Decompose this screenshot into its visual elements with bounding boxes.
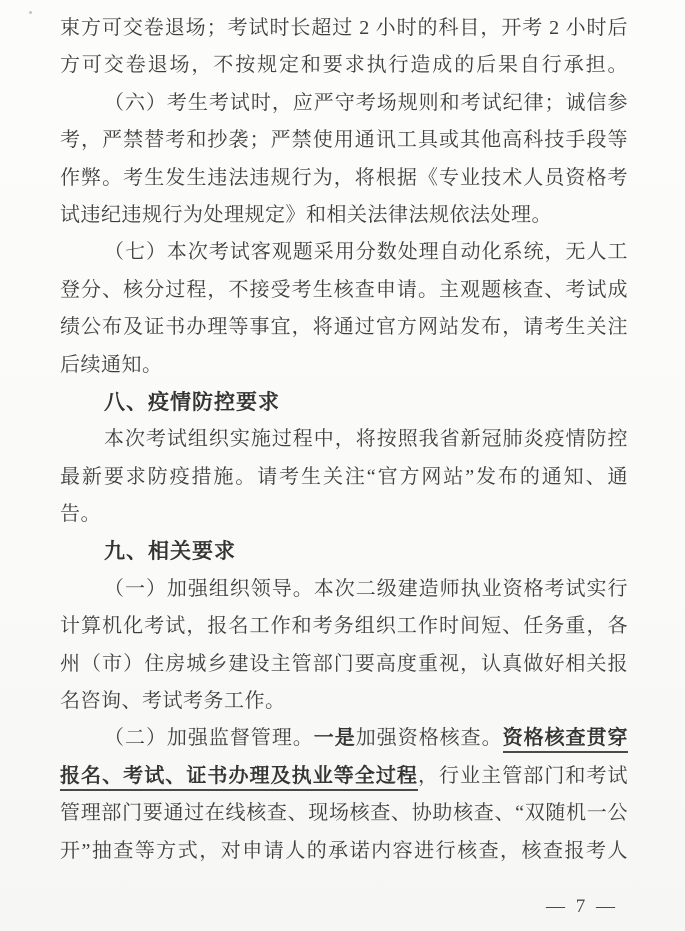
doc-segment-bold-underline: 报名、考试、证书办理及执业等全过程: [60, 765, 418, 791]
doc-line: 后续通知。: [60, 353, 163, 376]
doc-segment-bold-underline: 资格核查贯穿: [503, 727, 628, 753]
doc-line-with-emphasis: [60, 758, 628, 795]
doc-line: 本次考试组织实施过程中，将按照我省新冠肺炎疫情防控: [104, 428, 628, 451]
doc-line: 试违纪违规行为处理规定》和相关法律法规依法处理。: [60, 203, 552, 226]
scan-speck: [29, 11, 32, 14]
section-heading-epidemic-control: 八、疫情防控要求: [104, 390, 280, 414]
doc-line: 告。: [60, 503, 101, 526]
doc-segment-bold: 一是: [313, 727, 356, 750]
doc-line: （六）考生考试时，应严守考场规则和考试纪律；诚信参: [104, 91, 628, 114]
doc-line-with-emphasis: [60, 720, 628, 757]
doc-line: 州（市）住房城乡建设主管部门要高度重视，认真做好相关报: [60, 652, 628, 675]
doc-line: 计算机化考试，报名工作和考务组织工作时间短、任务重，各: [60, 615, 628, 638]
page-number: — 7 —: [546, 896, 618, 917]
doc-segment-normal: 加强资格核查。: [355, 727, 503, 750]
doc-line: 名咨询、考试考务工作。: [60, 690, 286, 713]
doc-line: 开”抽查等方式，对申请人的承诺内容进行核查，核查报考人: [60, 839, 628, 862]
doc-line: 方可交卷退场，不按规定和要求执行造成的后果自行承担。: [60, 54, 628, 77]
doc-line: 登分、核分过程，不接受考生核查申请。主观题核查、考试成: [60, 278, 628, 301]
doc-segment-normal: ，行业主管部门和考试: [417, 764, 629, 787]
doc-line: 考，严禁替考和抄袭；严禁使用通讯工具或其他高科技手段等: [60, 129, 628, 152]
doc-line: 最新要求防疫措施。请考生关注“官方网站”发布的通知、通: [60, 465, 628, 488]
doc-segment-normal: （二）加强监督管理。: [104, 727, 314, 750]
doc-line: 作弊。考生发生违法违规行为，将根据《专业技术人员资格考: [60, 166, 628, 189]
doc-line: （七）本次考试客观题采用分数处理自动化系统，无人工: [104, 241, 628, 264]
document-text-block: [60, 10, 628, 870]
doc-line: 束方可交卷退场；考试时长超过 2 小时的科目，开考 2 小时后: [60, 17, 628, 39]
doc-line: 绩公布及证书办理等事宜，将通过官方网站发布，请考生关注: [60, 316, 628, 339]
doc-line: 管理部门要通过在线核查、现场核查、协助核查、“双随机一公: [60, 802, 628, 825]
section-heading-related-requirements: 九、相关要求: [104, 540, 236, 564]
doc-line: （一）加强组织领导。本次二级建造师执业资格考试实行: [104, 577, 628, 600]
